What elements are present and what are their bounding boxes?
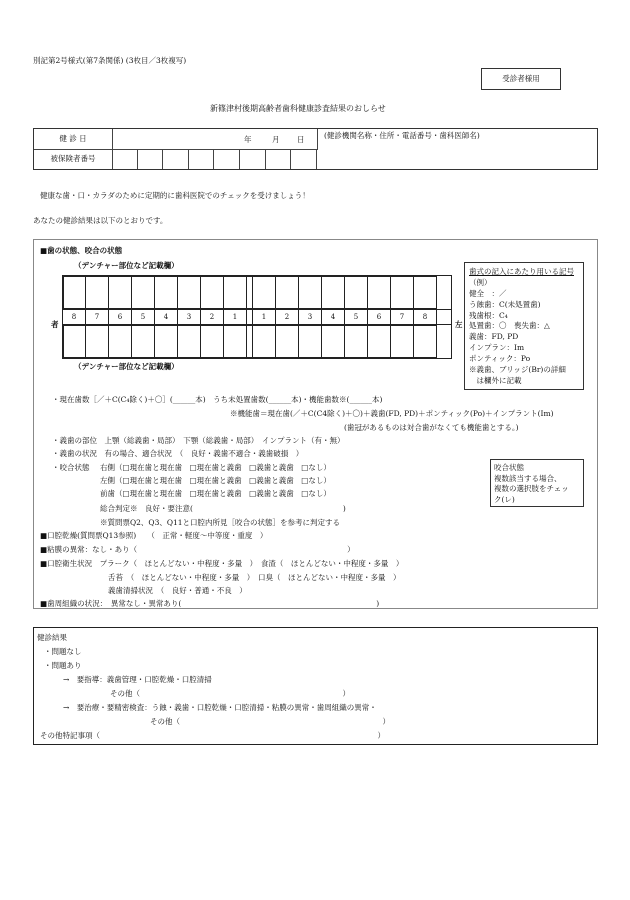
right-side-mark: 者 [51, 320, 59, 329]
periodontal-state[interactable]: ■歯周組織の状況： 異常なし・異常あり( ) [40, 599, 380, 608]
legend-line: 処置歯：〇 喪失歯：△ [469, 321, 550, 331]
result-box [33, 627, 598, 745]
day-label: 日 [297, 135, 305, 144]
result-no-problem[interactable]: ・問題なし [44, 647, 82, 656]
denture-upper-label: （デンチャー部位など記載欄） [74, 261, 179, 270]
tooth-number: 8 [414, 310, 437, 324]
functional-tooth-note: ※機能歯＝現在歯(／＋C(C4除く)＋〇)＋義歯(FD, PD)＋ポンティック(Po)＋インプラント(Im) [230, 409, 554, 418]
exam-detail-box [33, 239, 598, 609]
denture-part: ・義歯の部位 上顎（総義歯・局部） 下顎（総義歯・局部） インプラント（有・無） [52, 436, 345, 445]
occlusion-box-line: ク(レ) [494, 494, 515, 504]
tooth-number: 5 [345, 310, 368, 324]
result-title: 健診結果 [37, 633, 67, 642]
tooth-number: 1 [253, 310, 276, 324]
dry-mouth[interactable]: ■口腔乾燥(質問票Q13参照) （ 正常・軽度～中等度・重度 ） [40, 531, 268, 540]
tooth-number: 7 [391, 310, 414, 324]
tooth-count-line: ・現在歯数［／＋C(C₄除く)＋〇］(______本) うち未処置歯数(______本)・機能歯数※(______本) [52, 395, 383, 404]
tooth-number: 3 [178, 310, 201, 324]
tooth-number: 8 [63, 310, 86, 324]
oral-hygiene-2[interactable]: 舌苔 （ ほとんどない・中程度・多量 ） 口臭（ ほとんどない・中程度・多量 ） [108, 573, 401, 582]
functional-tooth-note2: (歯冠があるものは対合歯がなくても機能歯とする。) [344, 423, 519, 432]
month-label: 月 [272, 135, 280, 144]
tooth-number: 2 [276, 310, 299, 324]
tooth-numbers [63, 309, 451, 325]
special-notes[interactable]: その他特記事項（ ） [40, 731, 385, 740]
legend-line: 健全 ：／ [469, 288, 507, 298]
tooth-number: 3 [299, 310, 322, 324]
intro-result: あなたの健診結果は以下のとおりです。 [33, 216, 168, 225]
form-id: 別記第2号様式(第7条関係) (3枚目／3枚複写) [33, 56, 187, 65]
lower-teeth-row [63, 325, 451, 358]
mucosa-abnormality[interactable]: ■粘膜の異常：なし・あり（ ） [40, 545, 355, 554]
legend-line: ポンティック：Po [469, 354, 531, 363]
tooth-number: 1 [224, 310, 247, 324]
occlusion-note-box [490, 459, 584, 507]
result-guidance[interactable]: → 要指導：義歯管理・口腔乾燥・口腔清掃 [63, 675, 212, 684]
occlusion-box-line: 複数該当する場合、 [494, 473, 562, 483]
occlusion-label: ・咬合状態 [52, 463, 90, 472]
year-label: 年 [244, 135, 252, 144]
denture-lower-label: （デンチャー部位など記載欄） [74, 362, 179, 371]
overall-judgement[interactable]: 総合判定※ 良好・要注意( ) [100, 504, 346, 513]
result-treatment[interactable]: → 要治療・要精密検査：う蝕・義歯・口腔乾燥・口腔清掃・粘膜の異常・歯周組織の異常・ [63, 703, 377, 712]
occlusion-box-line: 複数の選択肢をチェッ [494, 484, 569, 493]
legend-title: 歯式の記入にあたり用いる記号 [469, 267, 574, 276]
occlusion-front[interactable]: 前歯（□現在歯と現在歯 □現在歯と義歯 □義歯と義歯 □なし） [100, 489, 331, 498]
result-guidance-other[interactable]: その他（ ） [110, 689, 350, 698]
legend-line: インプラン：Im [469, 343, 525, 353]
result-treatment-other[interactable]: その他（ ） [150, 717, 390, 726]
tooth-number: 5 [132, 310, 155, 324]
oral-hygiene-1[interactable]: ■口腔衛生状況 プラーク（ ほとんどない・中程度・多量 ） 食渣（ ほとんどない・中程度・多量 ） [40, 559, 404, 568]
page-title: 新篠津村後期高齢者歯科健康診査結果のおしらせ [210, 104, 386, 113]
tooth-number: 6 [368, 310, 391, 324]
denture-state: ・義歯の状況 有の場合、適合状況 （ 良好・義歯不適合・義歯破損 ） [52, 449, 304, 458]
occlusion-left[interactable]: 左側（□現在歯と現在歯 □現在歯と義歯 □義歯と義歯 □なし） [100, 476, 331, 485]
insured-label: 被保険者番号 [34, 149, 113, 169]
tooth-number: 7 [86, 310, 109, 324]
oral-hygiene-3[interactable]: 義歯清掃状況 （ 良好・普通・不良 ） [108, 586, 247, 595]
clinic-label: (健診機関名称・住所・電話番号・歯科医師名) [324, 131, 480, 140]
exam-header [33, 128, 598, 170]
upper-teeth-row [63, 276, 451, 309]
tooth-chart [62, 275, 452, 359]
intro-text: 健康な歯・口・カラダのために定期的に歯科医院でのチェックを受けましょう！ [40, 191, 310, 200]
left-side-mark: 左 [455, 320, 463, 329]
legend-line: 義歯：FD, PD [469, 332, 519, 342]
legend-line: う蝕歯：C(未処置歯) [469, 299, 541, 309]
tooth-number: 2 [201, 310, 224, 324]
result-problem[interactable]: ・問題あり [44, 661, 82, 670]
teeth-section-title: ■歯の状態、咬合の状態 [40, 246, 123, 255]
copy-label: 受診者様用 [481, 68, 561, 90]
tooth-number: 4 [155, 310, 178, 324]
legend-line: 残歯根：C₄ [469, 310, 508, 320]
legend-example: （例） [469, 277, 492, 287]
legend-line: ※義歯、ブリッジ(Br)の詳細 [469, 364, 566, 374]
legend-line: は欄外に記載 [469, 375, 522, 385]
exam-date-label: 健 診 日 [34, 129, 113, 150]
tooth-number: 6 [109, 310, 132, 324]
occlusion-right[interactable]: 右側（□現在歯と現在歯 □現在歯と義歯 □義歯と義歯 □なし） [100, 463, 331, 472]
symbol-legend [464, 262, 584, 390]
occlusion-box-title: 咬合状態 [494, 463, 524, 472]
tooth-number: 4 [322, 310, 345, 324]
insured-number-field[interactable] [112, 149, 317, 169]
judgement-note: ※質問票Q2、Q3、Q11と口腔内所見［咬合の状態］を参考に判定する [100, 518, 341, 527]
exam-date-field[interactable] [112, 129, 318, 150]
